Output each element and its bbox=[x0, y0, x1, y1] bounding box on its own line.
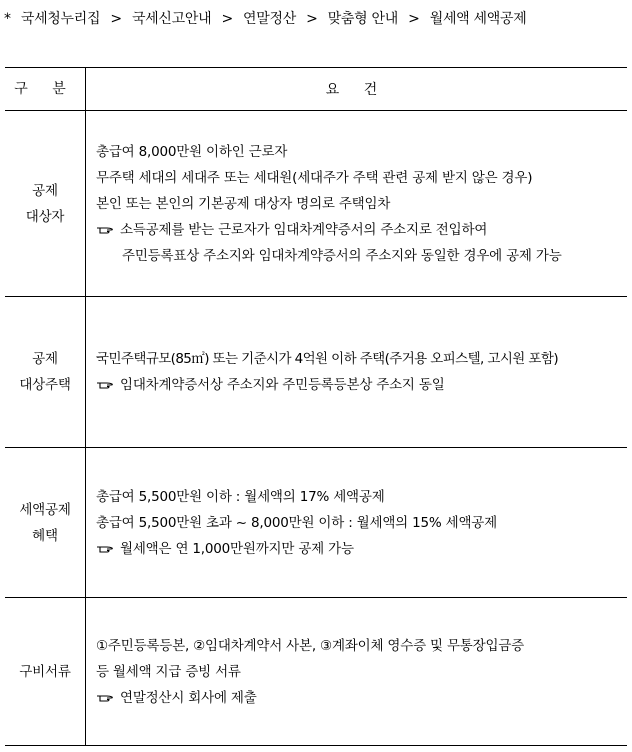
category-label: 대상자 bbox=[25, 208, 65, 225]
breadcrumb-prefix: * bbox=[4, 11, 11, 27]
requirement-text: 주민등록표상 주소지와 임대차계약증서의 주소지와 동일한 경우에 공제 가능 bbox=[122, 247, 562, 264]
requirement-line bbox=[96, 217, 627, 243]
requirement-line bbox=[96, 484, 627, 510]
row-requirements bbox=[86, 448, 628, 598]
breadcrumb-item[interactable]: 맞춤형 안내 bbox=[327, 11, 398, 27]
breadcrumb-separator: > bbox=[408, 11, 420, 27]
breadcrumb-item[interactable]: 연말정산 bbox=[243, 11, 296, 27]
breadcrumb-item[interactable]: 국세청누리집 bbox=[20, 11, 101, 27]
category-label: 세액공제 bbox=[19, 501, 71, 518]
requirement-line bbox=[96, 139, 627, 165]
header-requirement: 요 건 bbox=[86, 68, 628, 111]
requirement-text: 등 월세액 지급 증빙 서류 bbox=[96, 663, 241, 680]
row-category bbox=[5, 297, 86, 448]
category-label: 구비서류 bbox=[19, 663, 71, 680]
requirement-line bbox=[96, 346, 627, 372]
breadcrumb bbox=[4, 8, 526, 28]
pointing-hand-icon bbox=[96, 224, 114, 234]
row-requirements bbox=[86, 297, 628, 448]
category-label: 대상주택 bbox=[19, 377, 71, 393]
requirement-line bbox=[96, 372, 627, 398]
breadcrumb-item[interactable]: 국세신고안내 bbox=[131, 11, 212, 27]
requirement-line bbox=[96, 510, 627, 536]
requirement-text: 소득공제를 받는 근로자가 임대차계약증서의 주소지로 전입하여 bbox=[120, 221, 488, 238]
requirement-line bbox=[96, 536, 627, 562]
requirement-text: ①주민등록등본, ②임대차계약서 사본, ③계좌이체 영수증 및 무통장입금증 bbox=[96, 637, 524, 654]
category-label: 공제 bbox=[32, 182, 58, 199]
requirement-line bbox=[96, 685, 627, 711]
requirement-text: 임대차계약증서상 주소지와 주민등록등본상 주소지 동일 bbox=[120, 377, 445, 393]
requirement-text: 총급여 8,000만원 이하인 근로자 bbox=[96, 143, 288, 160]
breadcrumb-separator: > bbox=[221, 11, 233, 27]
table-row bbox=[5, 448, 627, 598]
row-category bbox=[5, 111, 86, 297]
requirement-text: 총급여 5,500만원 초과 ~ 8,000만원 이하 : 월세액의 15% 세액공제 bbox=[96, 514, 497, 531]
requirement-line bbox=[96, 659, 627, 685]
requirement-line bbox=[96, 633, 627, 659]
requirement-text: 총급여 5,500만원 이하 : 월세액의 17% 세액공제 bbox=[96, 488, 385, 505]
table-header-row bbox=[5, 68, 627, 111]
breadcrumb-separator: > bbox=[110, 11, 122, 27]
table-row bbox=[5, 598, 627, 746]
pointing-hand-icon bbox=[96, 692, 114, 702]
breadcrumb-separator: > bbox=[306, 11, 318, 27]
pointing-hand-icon bbox=[96, 543, 114, 553]
requirement-text: 무주택 세대의 세대주 또는 세대원(세대주가 주택 관련 공제 받지 않은 경우) bbox=[96, 169, 533, 186]
row-category bbox=[5, 448, 86, 598]
requirement-line bbox=[96, 243, 627, 269]
requirement-text: 국민주택규모(85㎡) 또는 기준시가 4억원 이하 주택(주거용 오피스텔, 고시원 포함) bbox=[96, 351, 558, 367]
requirement-line bbox=[96, 191, 627, 217]
pointing-hand-icon bbox=[96, 379, 114, 389]
table-row bbox=[5, 111, 627, 297]
header-category: 구 분 bbox=[5, 68, 86, 111]
table-row bbox=[5, 297, 627, 448]
row-requirements bbox=[86, 598, 628, 746]
requirement-text: 연말정산시 회사에 제출 bbox=[120, 689, 257, 706]
category-label: 공제 bbox=[32, 351, 58, 367]
requirements-table bbox=[5, 67, 627, 746]
requirement-line bbox=[96, 165, 627, 191]
breadcrumb-item-current[interactable]: 월세액 세액공제 bbox=[429, 11, 527, 27]
row-requirements bbox=[86, 111, 628, 297]
row-category bbox=[5, 598, 86, 746]
category-label: 혜택 bbox=[32, 527, 58, 544]
requirement-text: 월세액은 연 1,000만원까지만 공제 가능 bbox=[120, 540, 354, 557]
requirement-text: 본인 또는 본인의 기본공제 대상자 명의로 주택임차 bbox=[96, 195, 391, 212]
